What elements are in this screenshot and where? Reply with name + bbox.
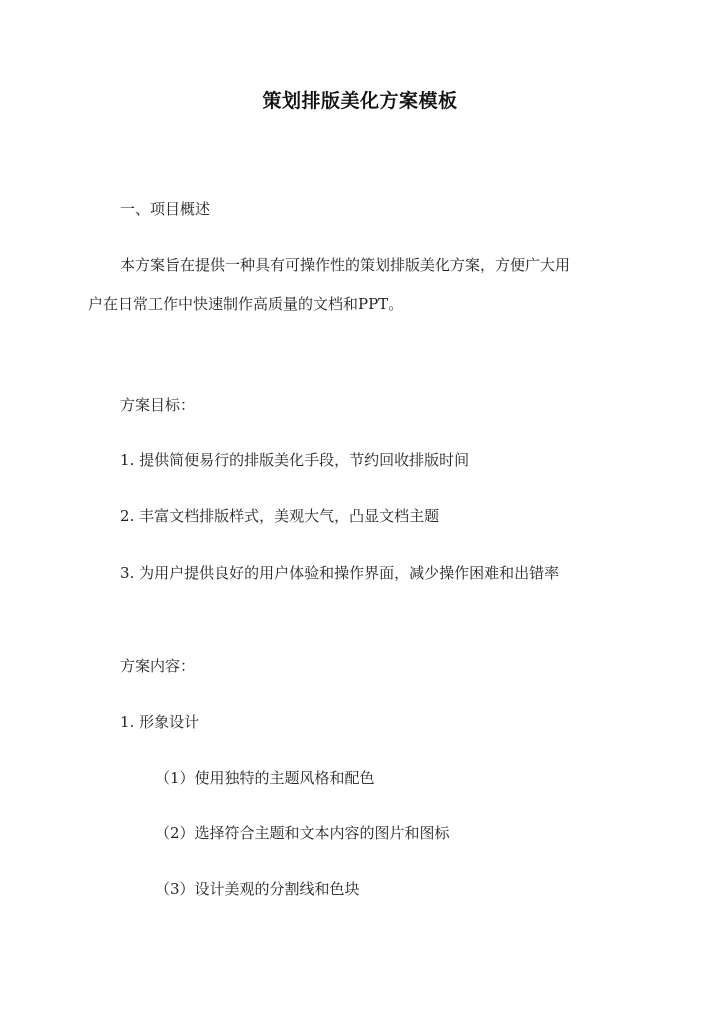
goal-item: 3. 为用户提供良好的用户体验和操作界面，减少操作困难和出错率: [120, 564, 560, 582]
intro-paragraph-line-1: 本方案旨在提供一种具有可操作性的策划排版美化方案，方便广大用: [120, 256, 571, 274]
content-heading: 方案内容：: [120, 657, 196, 675]
content-subitem: （1）使用独特的主题风格和配色: [155, 769, 375, 787]
goal-item: 1. 提供简便易行的排版美化手段，节约回收排版时间: [120, 451, 470, 469]
section-heading: 一、项目概述: [120, 200, 211, 218]
content-item: 1. 形象设计: [120, 713, 200, 731]
goal-item: 2. 丰富文档排版样式，美观大气，凸显文档主题: [120, 507, 440, 525]
content-subitem: （2）选择符合主题和文本内容的图片和图标: [155, 824, 450, 842]
intro-paragraph-line-2: 户在日常工作中快速制作高质量的文档和PPT。: [88, 295, 404, 313]
document-title: 策划排版美化方案模板: [262, 90, 458, 112]
content-subitem: （3）设计美观的分割线和色块: [155, 880, 360, 898]
goals-heading: 方案目标：: [120, 396, 196, 414]
